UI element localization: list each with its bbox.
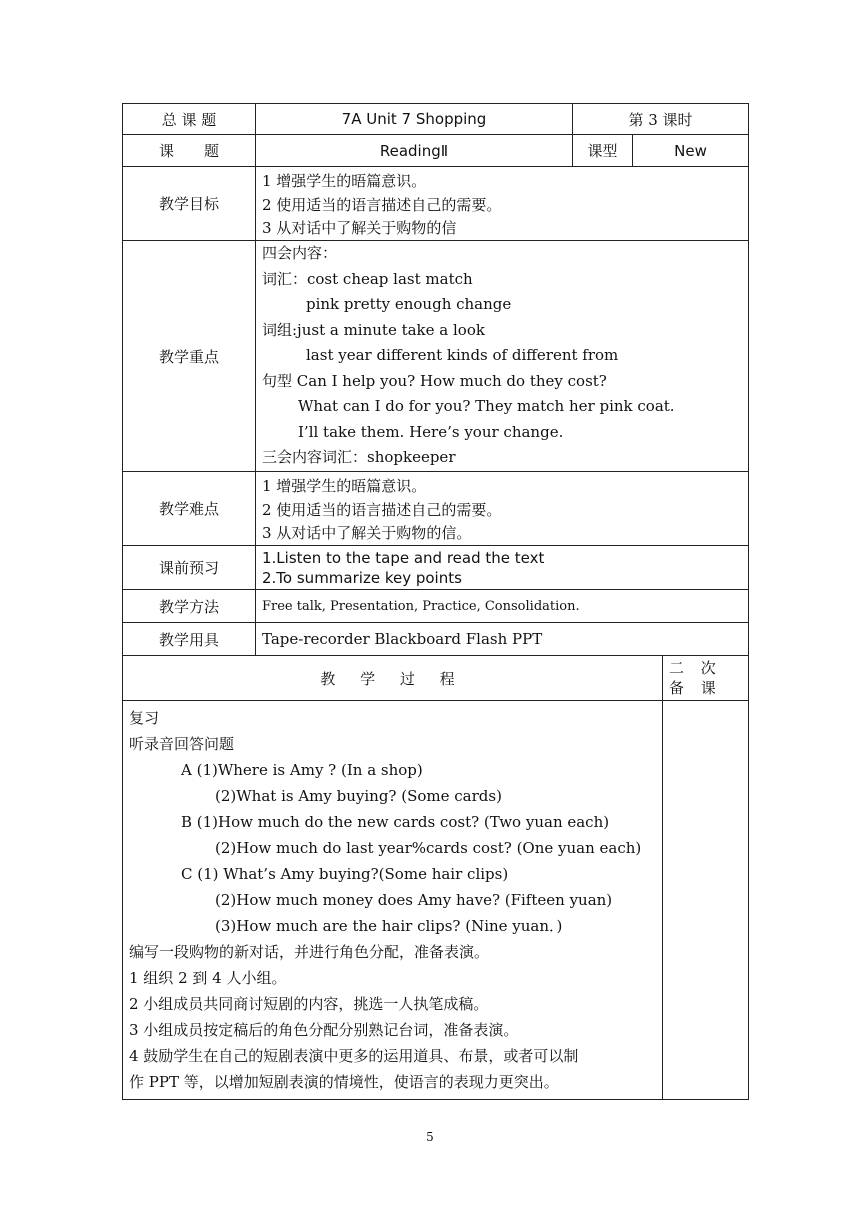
preview-label: 课前预习 [123,546,256,590]
lesson-plan-table [122,103,749,1100]
process-line: 2 小组成员共同商讨短剧的内容，挑选一人执笔成稿。 [129,995,489,1013]
lesson-label: 课 题 [123,135,256,167]
difficulties-line: 1 增强学生的晤篇意识。 [262,476,427,495]
difficulties-label: 教学难点 [123,472,256,546]
process-line: 作 PPT 等，以增加短剧表演的情境性，使语言的表现力更突出。 [129,1073,559,1091]
preview-line: 1.Listen to the tape and read the text [262,548,545,567]
main-topic-label: 总 课 题 [123,104,256,135]
key-points-line: 句型 Can I help you? How much do they cost? [262,371,607,390]
row-key-points [123,241,749,472]
process-line: 3 小组成员按定稿后的角色分配分别熟记台词，准备表演。 [129,1021,519,1039]
process-line: 1 组织 2 到 4 人小组。 [129,969,287,987]
period-value: 第 3 课时 [573,104,749,135]
process-line: (2)How much money does Amy have? (Fifteen yuan) [215,891,613,909]
difficulties-line: 2 使用适当的语言描述自己的需要。 [262,500,502,519]
second-prep-cell [663,701,749,1100]
row-preview [123,546,749,590]
objectives-line: 2 使用适当的语言描述自己的需要。 [262,195,502,214]
key-points-line: 四会内容： [262,244,338,263]
lesson-value: ReadingⅡ [256,135,573,167]
key-points-line: I’ll take them. Here’s your change. [298,422,564,441]
main-topic-value: 7A Unit 7 Shopping [256,104,573,135]
row-process [123,701,749,1100]
row-process-header [123,656,749,701]
key-points-line: last year different kinds of different from [306,346,619,365]
key-points-line: 词汇：cost cheap last match [262,269,473,288]
process-header: 教 学 过 程 [123,656,663,701]
row-lesson [123,135,749,167]
preview-line: 2.To summarize key points [262,568,462,587]
objectives-line: 3 从对话中了解关于购物的信 [262,218,457,237]
key-points-content [256,241,749,472]
key-points-line: 词组:just a minute take a look [262,320,485,339]
type-value: New [633,135,749,167]
key-points-line: 三会内容词汇：shopkeeper [262,448,456,467]
row-aids [123,623,749,656]
process-line: (2)How much do last year%cards cost? (One yuan each) [215,839,642,857]
type-label: 课型 [573,135,633,167]
difficulties-content [256,472,749,546]
row-main-topic [123,104,749,135]
second-prep-header: 二 次 备 课 [663,656,749,701]
row-methods [123,590,749,623]
process-line: 听录音回答问题 [129,735,235,753]
process-line: A (1)Where is Amy ? (In a shop) [181,761,423,779]
objectives-content [256,167,749,241]
preview-content [256,546,749,590]
aids-value: Tape-recorder Blackboard Flash PPT [256,623,749,656]
process-content [123,701,663,1100]
key-points-line: pink pretty enough change [306,295,512,314]
key-points-line: What can I do for you? They match her pink coat. [298,397,675,416]
methods-value: Free talk, Presentation, Practice, Consolidation. [256,590,749,623]
aids-label: 教学用具 [123,623,256,656]
process-line: 编写一段购物的新对话，并进行角色分配，准备表演。 [129,943,490,961]
objectives-line: 1 增强学生的晤篇意识。 [262,171,427,190]
difficulties-line: 3 从对话中了解关于购物的信。 [262,523,472,542]
process-line: (3)How much are the hair clips? (Nine yuan．) [215,917,563,935]
process-line: (2)What is Amy buying? (Some cards) [215,787,502,805]
process-line: 4 鼓励学生在自己的短剧表演中更多的运用道具、布景，或者可以制 [129,1047,579,1065]
objectives-label: 教学目标 [123,167,256,241]
row-objectives [123,167,749,241]
process-line: C (1) What’s Amy buying?(Some hair clips) [181,865,509,883]
methods-label: 教学方法 [123,590,256,623]
row-difficulties [123,472,749,546]
key-points-label: 教学重点 [123,241,256,472]
process-line: 复习 [129,709,160,727]
page-number: 5 [426,1130,434,1144]
process-line: B (1)How much do the new cards cost? (Two yuan each) [181,813,610,831]
